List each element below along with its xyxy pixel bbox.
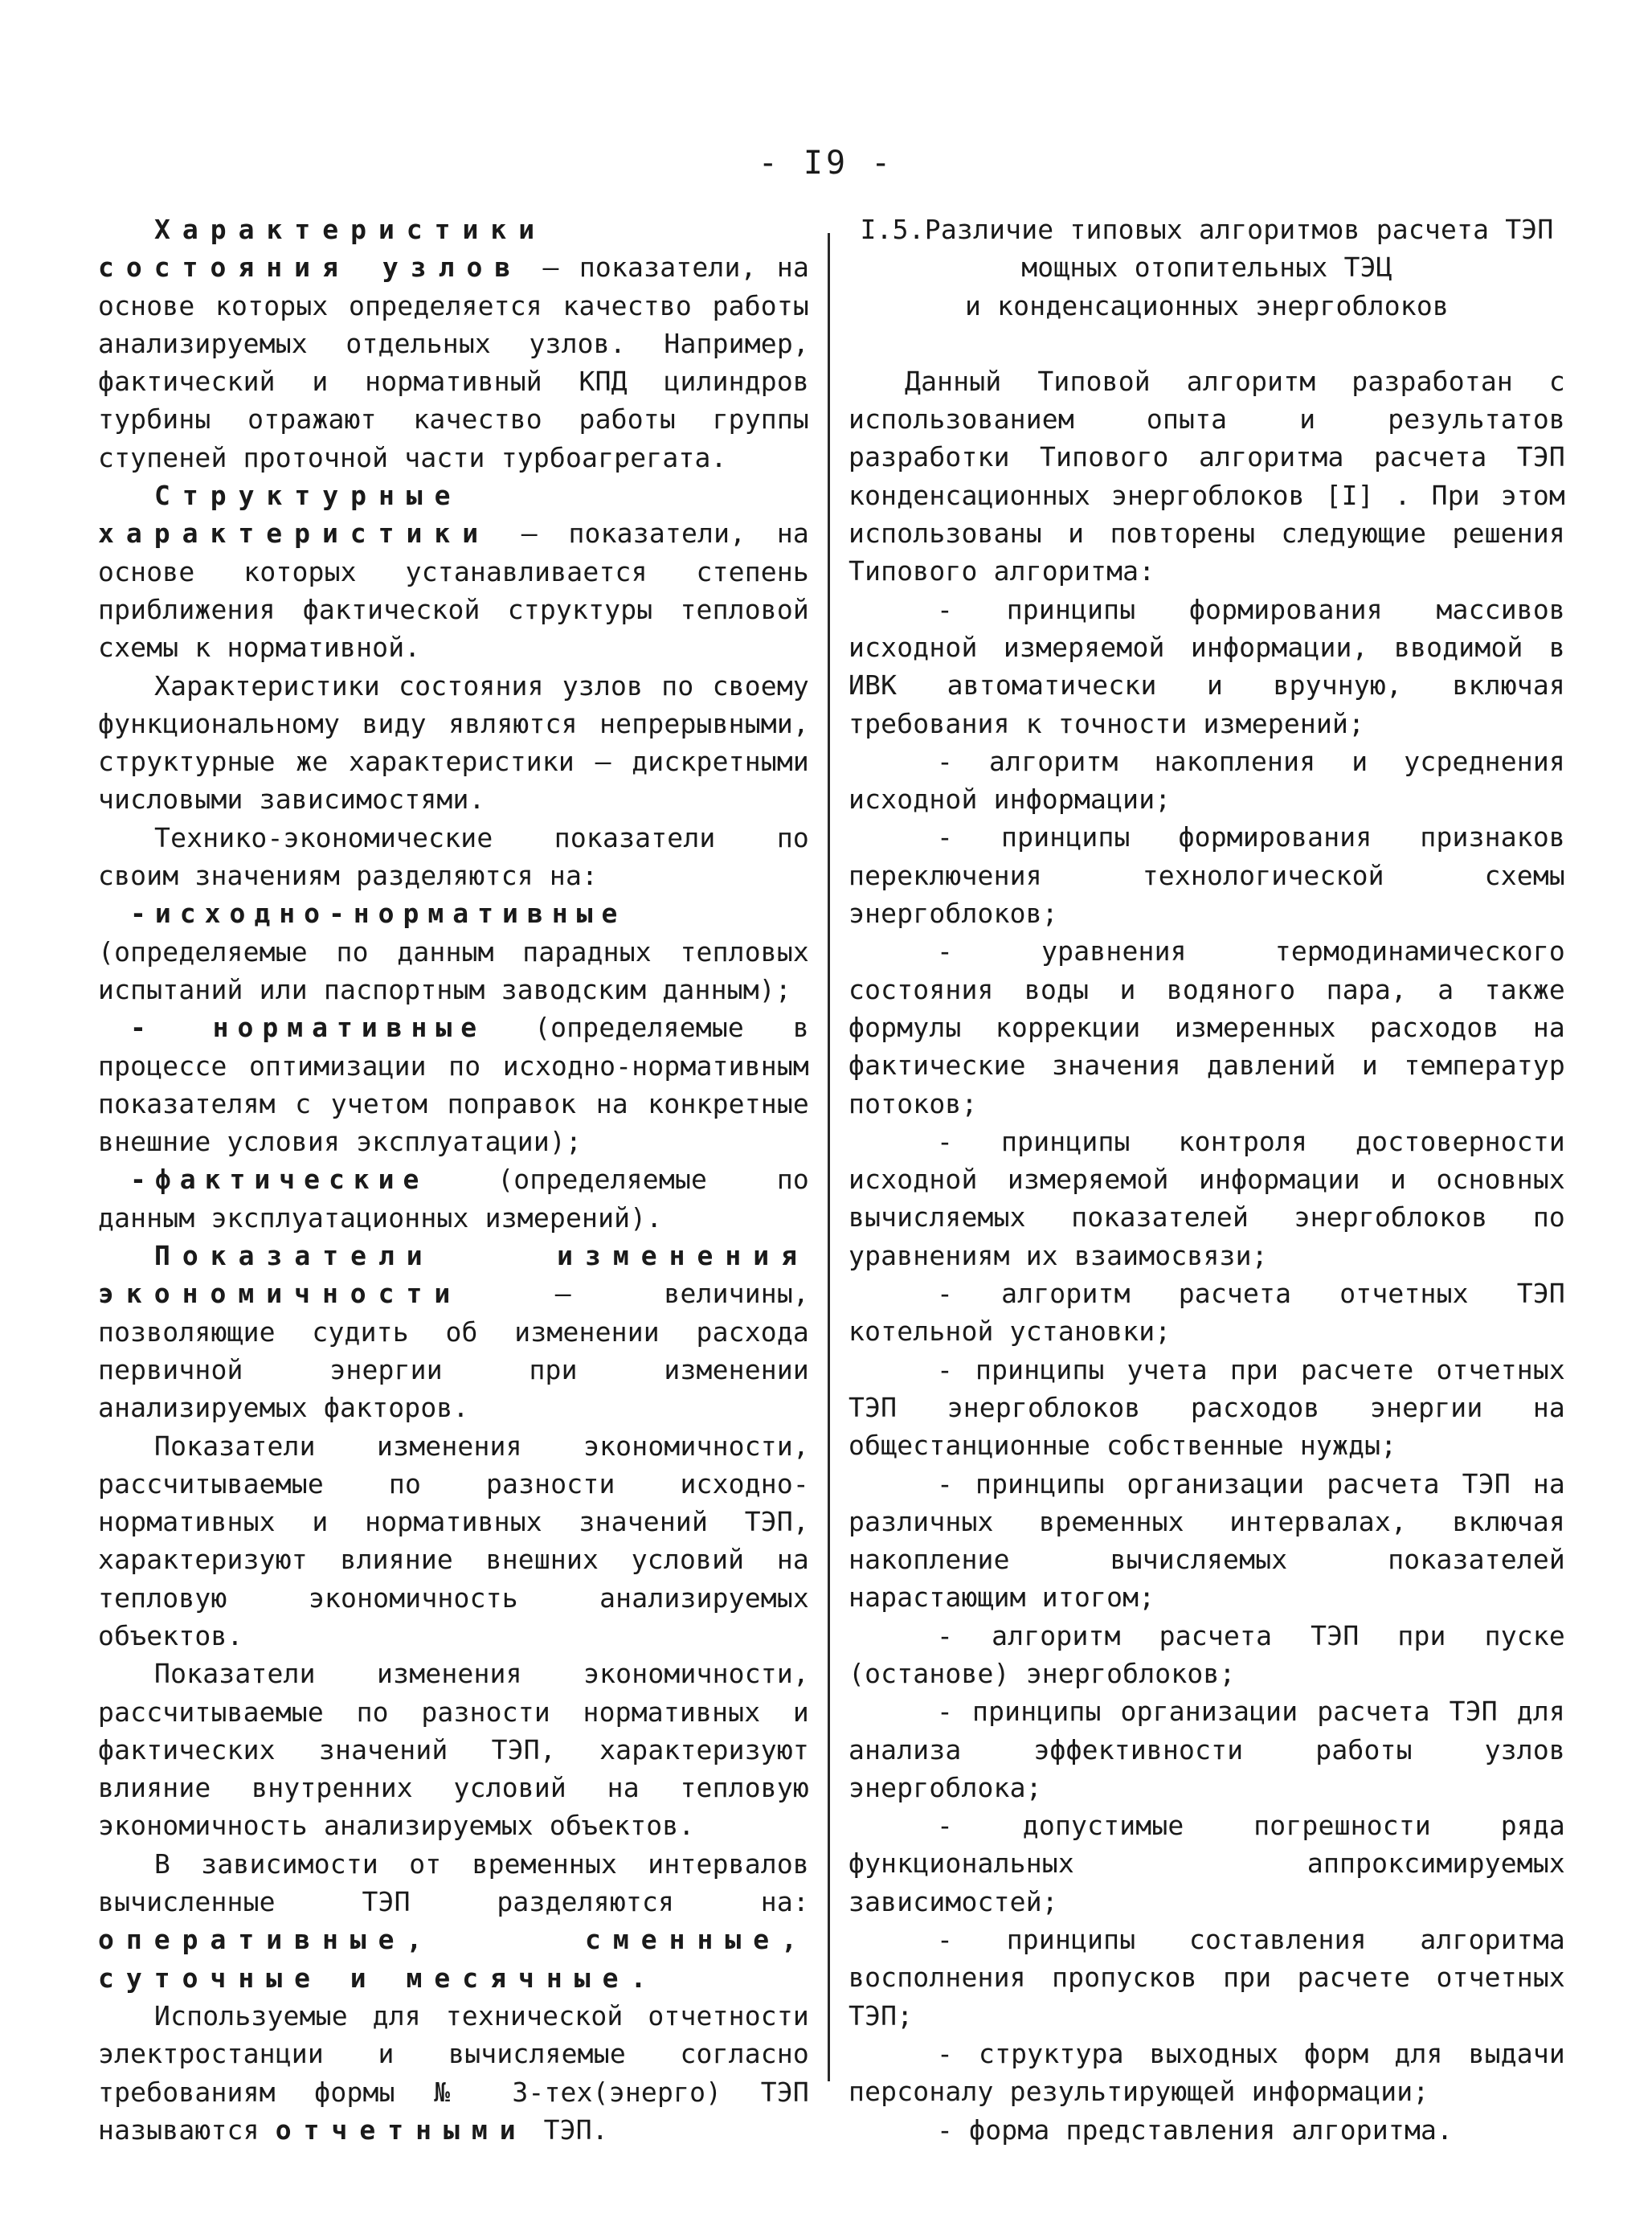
paragraph-external-conditions: Показатели изменения экономичности, рассчитываемые по разности исходно-нормативных и нормативных значений ТЭП, характеризуют влияние внешних условий на тепловую экономичность анализируемых объектов. [98,1430,809,1651]
term-economy-change: Показатели изменения экономичности [98,1240,809,1310]
paragraph-internal-conditions: Показатели изменения экономичности, рассчитываемые по разности нормативных и фактических значений ТЭП, характеризуют влияние внутренних условий на тепловую экономичность анализируемых объектов. [98,1658,809,1842]
column-divider [828,233,830,2081]
paragraph-economy-change [98,1237,809,1426]
term-state-characteristics: Характеристики состояния узлов [98,214,547,284]
list-item: - алгоритм расчета отчетных ТЭП котельной установки; [848,1278,1565,1348]
term-normative: - нормативные [130,1012,486,1044]
paragraph-actual [98,1160,809,1237]
term-structural-characteristics: Структурные характеристики [98,480,491,550]
list-item: - принципы формирования признаков переключения технологической схемы энергоблоков; [848,821,1565,930]
list-item: - структура выходных форм для выдачи персоналу результирующей информации; [848,2037,1565,2108]
list-item: - алгоритм накопления и усреднения исходной информации; [848,745,1565,816]
list-item: - уравнения термодинамического состояния воды и водяного пара, а также формулы коррекции измеренных расходов на фактические значения давлений и температур потоков; [848,935,1565,1119]
paragraph-text: – показатели, на основе которых устанавливается степень приближения фактической структуры тепловой схемы к нормативной. [98,518,809,664]
heading-line: мощных отопительных ТЭЦ [1021,252,1392,284]
paragraph-text: В зависимости от временных интервалов вычисленные ТЭП разделяются на: [98,1847,809,1918]
paragraph-time-intervals [98,1845,809,1997]
heading-line: и конденсационных энергоблоков [964,289,1450,321]
paragraph-functional-view: Характеристики состояния узлов по своему функциональному виду являются непрерывными, структурные же характеристики – дискретными числовыми зависимостями. [98,669,809,816]
term-interval-types: оперативные, сменные, суточные и месячные. [98,1924,809,1994]
heading-line: I.5.Различие типовых алгоритмов расчета ТЭП [860,214,1554,245]
paragraph-text: Используемые для технической отчетности электростанции и вычисляемые согласно требованиям формы № 3-тех(энерго) ТЭП называются [98,1999,809,2146]
left-column [98,211,809,2149]
paragraph-text: – показатели, на основе которых определяется качество работы анализируемых отдельных узлов. Например, фактический и нормативный КПД цилиндров турбины отражают качество работы группы ступеней проточной части турбоагрегата. [98,252,810,473]
list-item: - допустимые погрешности ряда функциональных аппроксимируемых зависимостей; [848,1810,1565,1917]
term-actual: -фактические [130,1164,428,1196]
paragraph-structural-characteristics [98,477,809,666]
paragraph-initial-normative [98,894,809,1009]
list-item: - принципы формирования массивов исходной измеряемой информации, вводимой в ИВК автоматически и вручную, включая требования к точности измерений; [848,593,1565,739]
paragraph-text: – величины, позволяющие судить об изменении расхода первичной энергии при изменении анализируемых факторов. [98,1278,809,1424]
list-item: - принципы организации расчета ТЭП на различных временных интервалах, включая накопление вычисляемых показателей нарастающим итогом; [848,1467,1565,1614]
paragraph-text: (определяемые по данным эксплуатационных измерений). [98,1164,809,1234]
term-initial-normative: -исходно-нормативные [130,898,627,930]
list-item: - принципы учета при расчете отчетных ТЭП энергоблоков расходов энергии на общестанционные собственные нужды; [848,1353,1565,1462]
list-item: - принципы составления алгоритма восполнения пропусков при расчете отчетных ТЭП; [848,1924,1565,2032]
paragraph-intro: Данный Типовой алгоритм разработан с использованием опыта и результатов разработки Типового алгоритма расчета ТЭП конденсационных энергоблоков [I] . При этом использованы и повторены следующие решения Типового алгоритма: [848,365,1565,587]
paragraph-indicator-division: Технико-экономические показатели по своим значениям разделяются на: [98,821,809,892]
paragraph-text: (определяемые по данным парадных тепловых испытаний или паспортным заводским данным); [98,935,809,1005]
paragraph-reporting [98,1997,809,2149]
paragraph-state-characteristics [98,211,809,477]
section-heading [848,211,1565,325]
paragraph-normative [98,1009,809,1160]
page-number: - I9 - [758,145,894,182]
list-item: - принципы организации расчета ТЭП для анализа эффективности работы узлов энергоблока; [848,1696,1565,1803]
term-reporting: отчетными [275,2113,528,2146]
list-item: - алгоритм расчета ТЭП при пуске (останове) энергоблоков; [848,1619,1565,1689]
list-item: - форма представления алгоритма. [937,2113,1454,2146]
paragraph-text: ТЭП. [527,2113,608,2146]
paragraph-text: (определяемые в процессе оптимизации по исходно-нормативным показателям с учетом поправок на конкретные внешние условия эксплуатации); [98,1012,809,1158]
list-item: - принципы контроля достоверности исходной измеряемой информации и основных вычисляемых показателей энергоблоков по уравнениям их взаимосвязи; [848,1125,1565,1271]
right-column [848,211,1565,2149]
